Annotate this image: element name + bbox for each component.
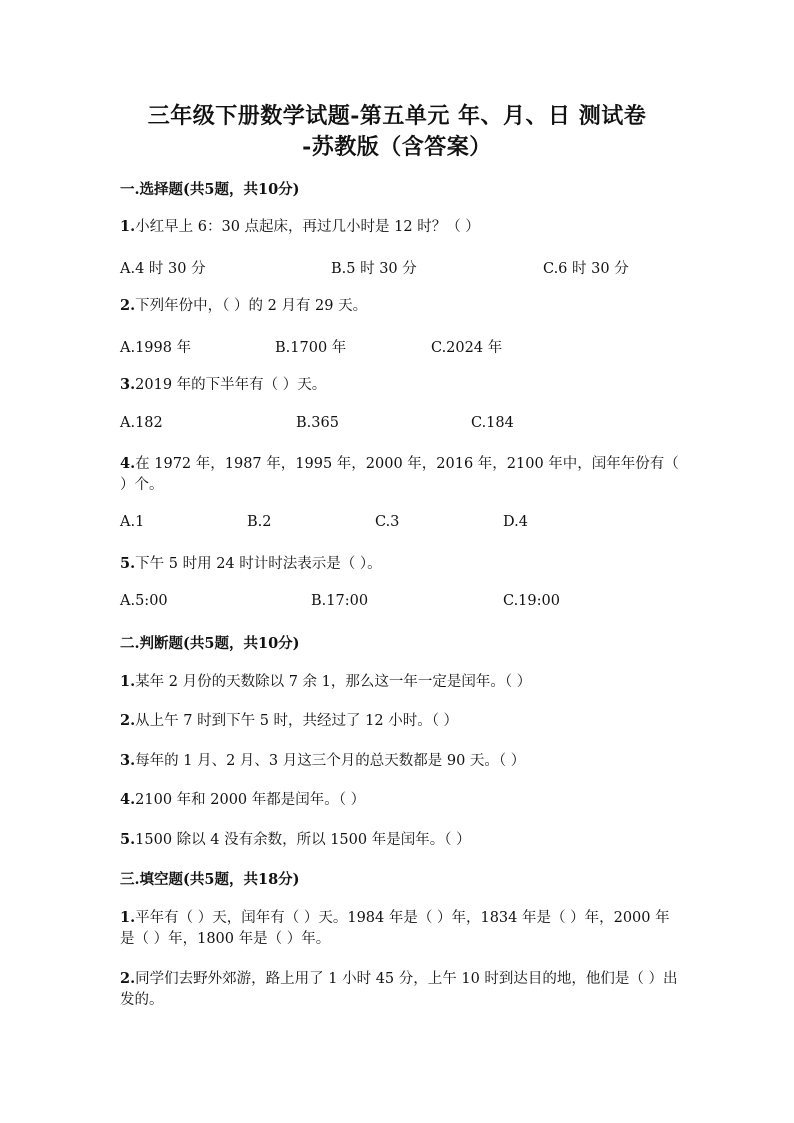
question-text: 从上午 7 时到下午 5 时，共经过了 12 小时。（ ） <box>135 713 459 729</box>
option-c: C.2024 年 <box>431 340 503 356</box>
option-c: C.3 <box>375 514 400 530</box>
option-b: B.2 <box>247 514 272 530</box>
option-a: A.1998 年 <box>120 340 192 356</box>
question-text: 2100 年和 2000 年都是闰年。（ ） <box>135 792 366 808</box>
question-number: 5. <box>120 831 136 848</box>
question-number: 3. <box>120 752 136 769</box>
option-c: C.6 时 30 分 <box>543 261 629 277</box>
option-a: A.4 时 30 分 <box>120 261 206 277</box>
question-number: 2. <box>120 712 136 729</box>
question-number: 4. <box>120 455 136 472</box>
option-b: B.5 时 30 分 <box>331 261 417 277</box>
question-item <box>120 750 680 772</box>
section-heading-true-false: 二.判断题(共5题，共10分) <box>120 635 300 652</box>
question-item <box>120 829 680 851</box>
question-text: 每年的 1 月、2 月、3 月这三个月的总天数都是 90 天。（ ） <box>135 753 526 769</box>
question-item <box>120 553 680 575</box>
question-item <box>120 453 680 496</box>
question-text: 同学们去野外郊游，路上用了 1 小时 45 分，上午 10 时到达目的地，他们是（ ）出发的。 <box>120 971 678 1008</box>
option-d: D.4 <box>503 514 528 530</box>
option-b: B.365 <box>296 415 339 431</box>
question-text: 在 1972 年，1987 年，1995 年，2000 年，2016 年，2100 年中，闰年年份有（ ）个。 <box>120 456 679 493</box>
question-text: 小红早上 6：30 点起床，再过几小时是 12 时？（ ） <box>135 219 480 235</box>
exam-title-line-2: -苏教版（含答案） <box>302 134 492 160</box>
section-heading-fill-blank: 三.填空题(共5题，共18分) <box>120 871 300 888</box>
question-number: 3. <box>120 376 136 393</box>
question-item <box>120 710 680 732</box>
question-number: 1. <box>120 673 136 690</box>
question-item <box>120 374 680 396</box>
question-item <box>120 216 680 238</box>
question-number: 1. <box>120 909 136 926</box>
option-a: A.1 <box>120 514 145 530</box>
question-text: 下列年份中，（ ）的 2 月有 29 天。 <box>135 298 368 314</box>
question-number: 2. <box>120 297 136 314</box>
question-item <box>120 671 680 693</box>
question-number: 5. <box>120 555 136 572</box>
question-item <box>120 907 680 950</box>
section-heading-choice: 一.选择题(共5题，共10分) <box>120 181 300 198</box>
question-text: 1500 除以 4 没有余数，所以 1500 年是闰年。（ ） <box>135 832 471 848</box>
question-text: 某年 2 月份的天数除以 7 余 1，那么这一年一定是闰年。（ ） <box>135 674 532 690</box>
question-text: 下午 5 时用 24 时计时法表示是（ ）。 <box>135 556 382 572</box>
question-item <box>120 789 680 811</box>
option-c: C.19:00 <box>503 593 560 609</box>
option-c: C.184 <box>471 415 514 431</box>
option-a: A.182 <box>120 415 163 431</box>
question-number: 1. <box>120 218 136 235</box>
question-item <box>120 295 680 317</box>
exam-title-line-1: 三年级下册数学试题-第五单元 年、月、日 测试卷 <box>147 103 647 129</box>
question-number: 4. <box>120 791 136 808</box>
option-b: B.1700 年 <box>275 340 347 356</box>
option-b: B.17:00 <box>311 593 369 609</box>
question-item <box>120 968 680 1011</box>
question-number: 2. <box>120 970 136 987</box>
question-text: 2019 年的下半年有（ ）天。 <box>135 377 327 393</box>
option-a: A.5:00 <box>120 593 168 609</box>
question-text: 平年有（ ）天，闰年有（ ）天。1984 年是（ ）年，1834 年是（ ）年，2000 年是（ ）年，1800 年是（ ）年。 <box>120 910 670 947</box>
